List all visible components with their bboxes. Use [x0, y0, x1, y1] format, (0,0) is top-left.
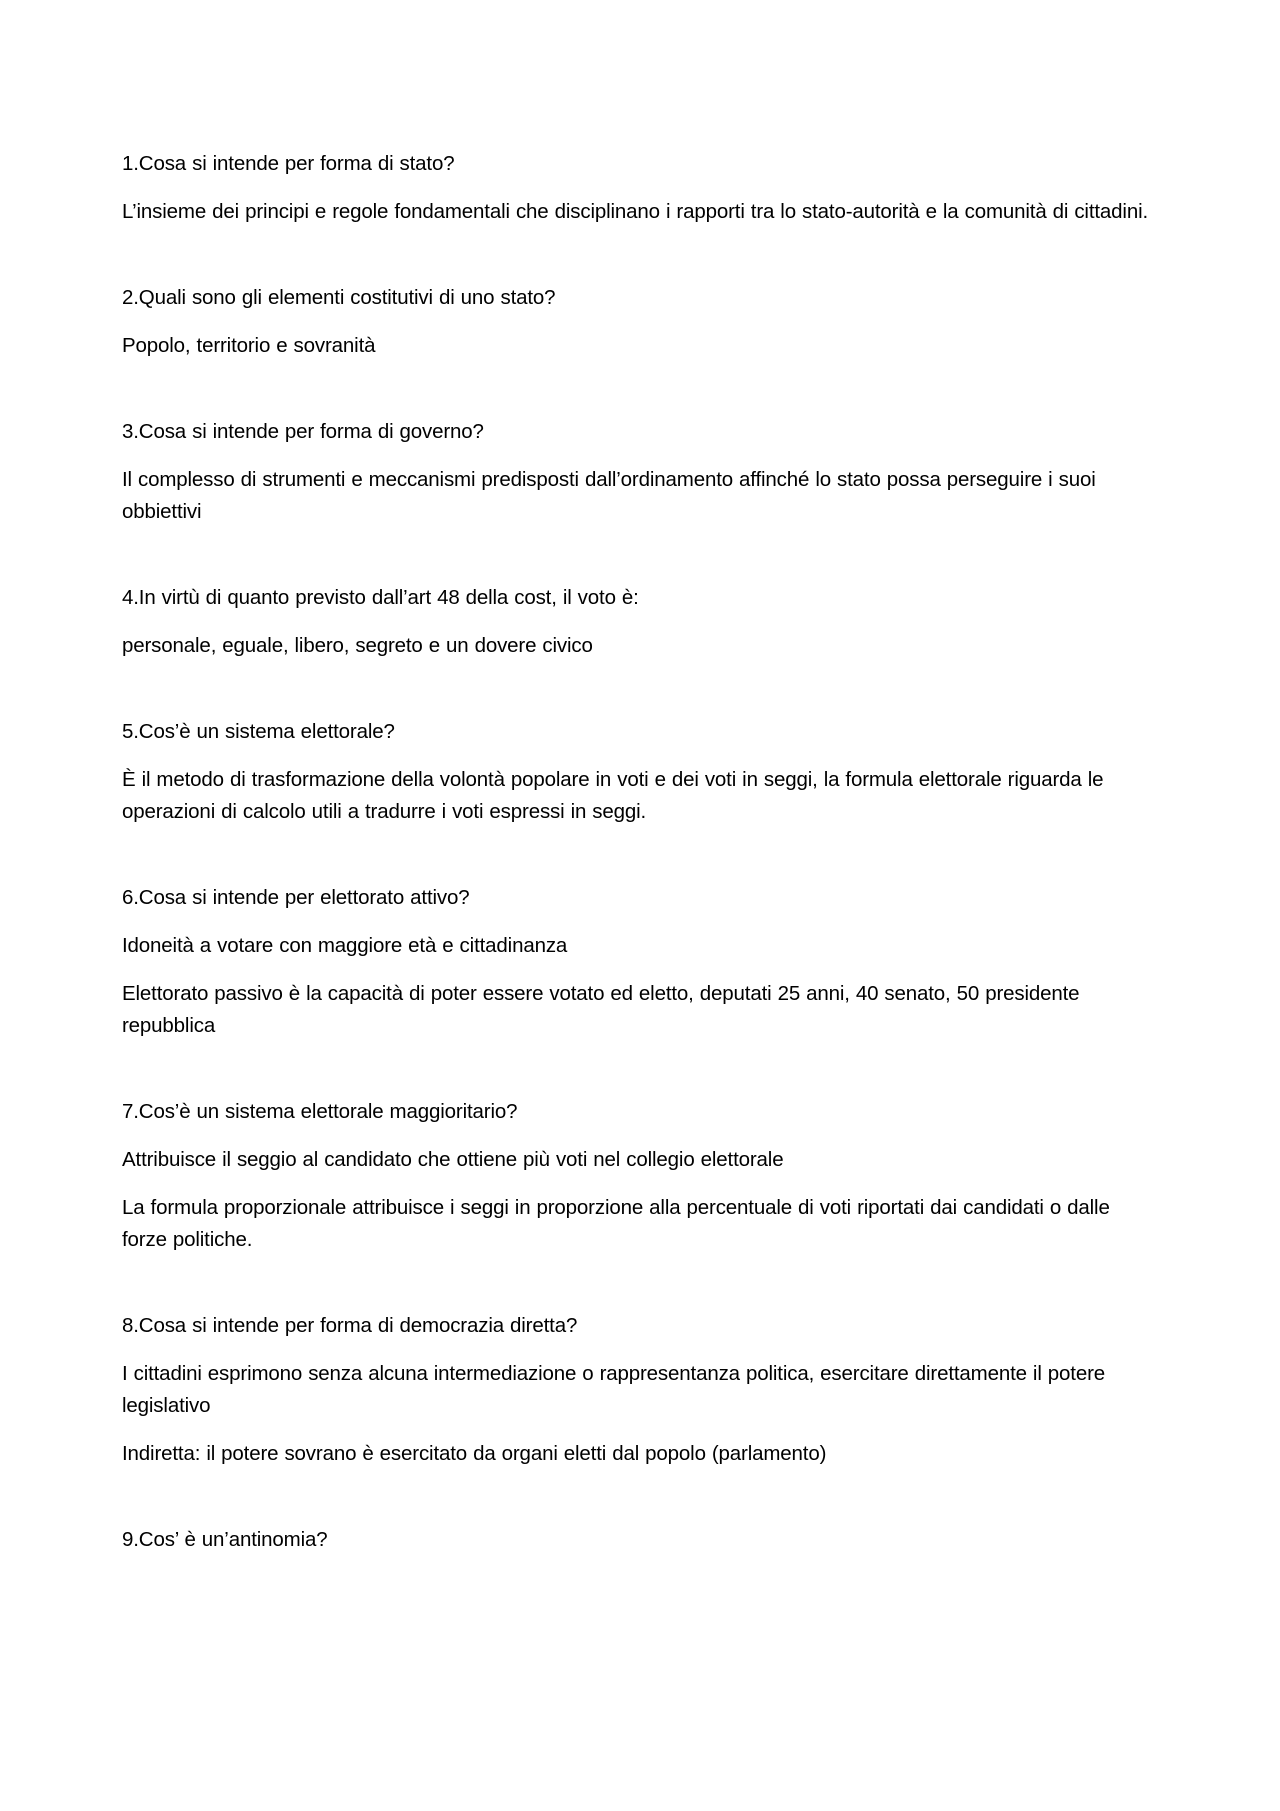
answer-6-2: Elettorato passivo è la capacità di poter essere votato ed eletto, deputati 25 anni, 40 senato, 50 presidente repubblica — [122, 982, 1080, 1037]
qa-item-8 — [122, 1310, 1160, 1470]
qa-item-9 — [122, 1524, 1160, 1556]
answer-3-1: Il complesso di strumenti e meccanismi predisposti dall’ordinamento affinché lo stato possa perseguire i suoi obbiettivi — [122, 468, 1096, 523]
answer-1-1: L’insieme dei principi e regole fondamentali che disciplinano i rapporti tra lo stato-autorità e la comunità di cittadini. — [122, 200, 1149, 223]
qa-item-5 — [122, 716, 1160, 828]
question-9: 9.Cos’ è un’antinomia? — [122, 1528, 328, 1551]
question-7: 7.Cos’è un sistema elettorale maggioritario? — [122, 1100, 518, 1123]
answer-8-2: Indiretta: il potere sovrano è esercitato da organi eletti dal popolo (parlamento) — [122, 1442, 827, 1465]
question-5: 5.Cos’è un sistema elettorale? — [122, 720, 395, 743]
answer-5-1: È il metodo di trasformazione della volontà popolare in voti e dei voti in seggi, la formula elettorale riguarda le operazioni di calcolo utili a tradurre i voti espressi in seggi. — [122, 768, 1104, 823]
answer-8-1: I cittadini esprimono senza alcuna intermediazione o rappresentanza politica, esercitare direttamente il potere legislativo — [122, 1362, 1106, 1417]
question-3: 3.Cosa si intende per forma di governo? — [122, 420, 484, 443]
answer-7-1: Attribuisce il seggio al candidato che ottiene più voti nel collegio elettorale — [122, 1148, 784, 1171]
qa-item-6 — [122, 882, 1160, 1042]
question-4: 4.In virtù di quanto previsto dall’art 48 della cost, il voto è: — [122, 586, 639, 609]
question-6: 6.Cosa si intende per elettorato attivo? — [122, 886, 470, 909]
qa-item-3 — [122, 416, 1160, 528]
answer-2-1: Popolo, territorio e sovranità — [122, 334, 376, 357]
answer-4-1: personale, eguale, libero, segreto e un dovere civico — [122, 634, 593, 657]
qa-item-4 — [122, 582, 1160, 662]
qa-item-7 — [122, 1096, 1160, 1256]
answer-6-1: Idoneità a votare con maggiore età e cittadinanza — [122, 934, 568, 957]
qa-item-2 — [122, 282, 1160, 362]
answer-7-2: La formula proporzionale attribuisce i seggi in proporzione alla percentuale di voti riportati dai candidati o dalle forze politiche. — [122, 1196, 1110, 1251]
question-8: 8.Cosa si intende per forma di democrazia diretta? — [122, 1314, 578, 1337]
qa-item-1 — [122, 148, 1160, 228]
question-1: 1.Cosa si intende per forma di stato? — [122, 152, 455, 175]
question-2: 2.Quali sono gli elementi costitutivi di uno stato? — [122, 286, 556, 309]
